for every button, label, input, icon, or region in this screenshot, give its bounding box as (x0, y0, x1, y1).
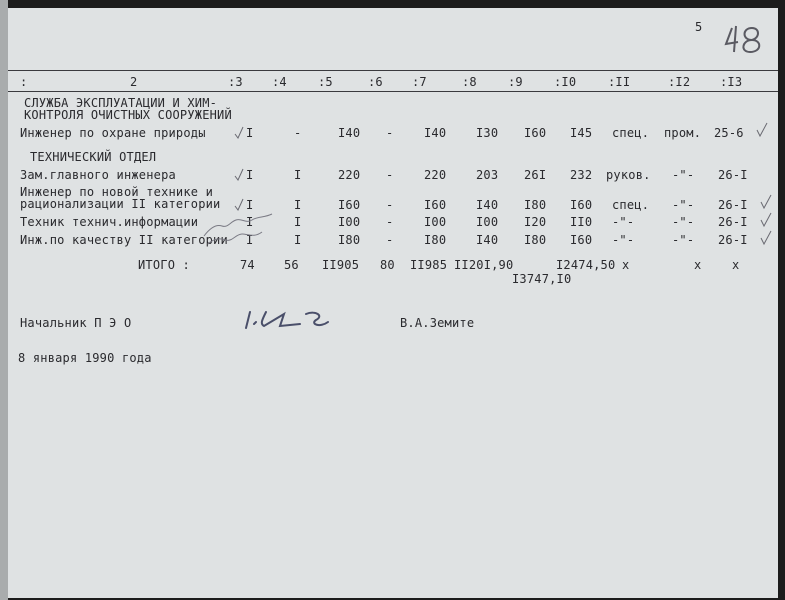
check-icon (756, 122, 768, 138)
total-c12: x (694, 258, 702, 272)
row-position: Инженер по охране природы (20, 126, 206, 140)
col5-header: :5 (318, 75, 333, 89)
section-heading-line2: КОНТРОЛЯ ОЧИСТНЫХ СООРУЖЕНИЙ (24, 108, 232, 122)
cell-c5: I40 (338, 126, 361, 140)
cell-c6: - (386, 198, 394, 212)
document-date: 8 января 1990 года (18, 351, 152, 365)
cell-c12: пром. (664, 126, 702, 140)
cell-c3: I (246, 168, 254, 182)
cell-c5: I00 (338, 215, 361, 229)
total-c6: 80 (380, 258, 395, 272)
col10-header: :I0 (554, 75, 577, 89)
grand-total: I3747,I0 (512, 272, 572, 286)
cell-c6: - (386, 233, 394, 247)
cell-c4: I (294, 233, 302, 247)
cell-c4: I (294, 198, 302, 212)
col12-header: :I2 (668, 75, 691, 89)
total-c10: I2474,50 (556, 258, 616, 272)
cell-c11: -"- (612, 233, 635, 247)
cell-c4: - (294, 126, 302, 140)
cell-c10: I60 (570, 198, 593, 212)
cell-c12: -"- (672, 198, 695, 212)
cell-c8: I30 (476, 126, 499, 140)
cell-c8: I40 (476, 198, 499, 212)
cell-c11: спец. (612, 126, 650, 140)
total-c7: II985 (410, 258, 448, 272)
cell-c6: - (386, 168, 394, 182)
row-position-line1: Инженер по новой технике и (20, 185, 214, 199)
col3-header: :3 (228, 75, 243, 89)
col7-header: :7 (412, 75, 427, 89)
cell-c9: I80 (524, 198, 547, 212)
cell-c9: I60 (524, 126, 547, 140)
row-position: Инж.по качеству II категории (20, 233, 228, 247)
cell-c8: I00 (476, 215, 499, 229)
cell-c5: I60 (338, 198, 361, 212)
col9-header: :9 (508, 75, 523, 89)
cell-c9: 26I (524, 168, 547, 182)
cell-c3: I (246, 126, 254, 140)
col11-header: :II (608, 75, 631, 89)
cell-c11: -"- (612, 215, 635, 229)
signatory-name: В.А.Земите (400, 316, 475, 330)
col2-header: 2 (130, 75, 138, 89)
cell-c8: I40 (476, 233, 499, 247)
col8-header: :8 (462, 75, 477, 89)
cell-c11: руков. (606, 168, 651, 182)
total-c3: 74 (240, 258, 255, 272)
cell-c9: I20 (524, 215, 547, 229)
check-icon (234, 126, 244, 140)
handwritten-margin-note (200, 212, 280, 248)
cell-c10: I45 (570, 126, 593, 140)
cell-c7: I80 (424, 233, 447, 247)
cell-c13: 26-I (718, 215, 748, 229)
total-label: ИТОГО : (138, 258, 190, 272)
handwritten-page-number (720, 18, 770, 58)
page-number: 5 (695, 20, 703, 34)
cell-c8: 203 (476, 168, 499, 182)
cell-c4: I (294, 215, 302, 229)
cell-c12: -"- (672, 168, 695, 182)
cell-c7: I60 (424, 198, 447, 212)
cell-c6: - (386, 215, 394, 229)
cell-c13: 26-I (718, 198, 748, 212)
section-heading: ТЕХНИЧЕСКИЙ ОТДЕЛ (30, 150, 157, 164)
cell-c10: I60 (570, 233, 593, 247)
cell-c3: I (246, 215, 254, 229)
cell-c3: I (246, 233, 254, 247)
cell-c5: 220 (338, 168, 361, 182)
cell-c10: II0 (570, 215, 593, 229)
row-position: рационализации II категории (20, 197, 221, 211)
cell-c7: 220 (424, 168, 447, 182)
cell-c13: 25-6 (714, 126, 744, 140)
signatory-title: Начальник П Э О (20, 316, 132, 330)
row-position: Зам.главного инженера (20, 168, 176, 182)
check-icon (234, 198, 244, 212)
total-c5: II905 (322, 258, 360, 272)
col4-header: :4 (272, 75, 287, 89)
check-icon (760, 212, 772, 228)
section-heading-line1: СЛУЖБА ЭКСПЛУАТАЦИИ И ХИМ- (24, 96, 218, 110)
total-c11: x (622, 258, 630, 272)
cell-c9: I80 (524, 233, 547, 247)
total-c4: 56 (284, 258, 299, 272)
cell-c10: 232 (570, 168, 593, 182)
handwritten-signature (240, 304, 340, 336)
cell-c12: -"- (672, 215, 695, 229)
check-icon (760, 230, 772, 246)
col1-header: : (20, 75, 28, 89)
cell-c4: I (294, 168, 302, 182)
adjacent-page-edge (0, 0, 8, 600)
cell-c5: I80 (338, 233, 361, 247)
table-header-bottom-rule (8, 91, 778, 92)
col6-header: :6 (368, 75, 383, 89)
check-icon (234, 168, 244, 182)
cell-c13: 26-I (718, 168, 748, 182)
cell-c6: - (386, 126, 394, 140)
cell-c3: I (246, 198, 254, 212)
cell-c12: -"- (672, 233, 695, 247)
row-position: Техник технич.информации (20, 215, 199, 229)
cell-c7: I00 (424, 215, 447, 229)
col13-header: :I3 (720, 75, 743, 89)
total-c13: x (732, 258, 740, 272)
table-header-top-rule (8, 70, 778, 71)
document-page (8, 8, 778, 598)
cell-c13: 26-I (718, 233, 748, 247)
total-c8: II20I,90 (454, 258, 514, 272)
cell-c11: спец. (612, 198, 650, 212)
cell-c7: I40 (424, 126, 447, 140)
check-icon (760, 194, 772, 210)
